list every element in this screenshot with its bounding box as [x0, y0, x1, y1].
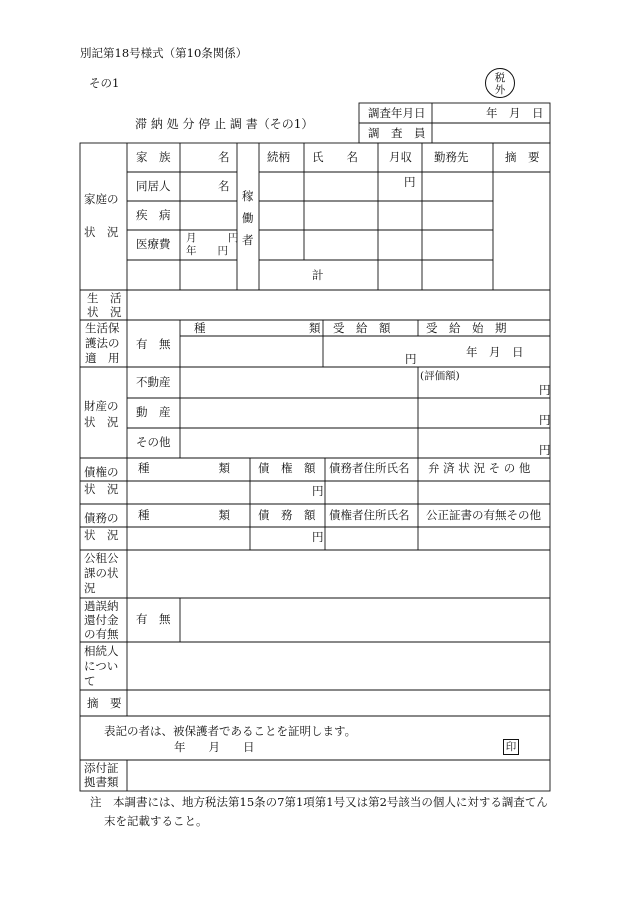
refund-label-3: の有無 — [84, 627, 119, 641]
person-name-header: 氏 名 — [312, 150, 358, 164]
worker-label: 稼働者 — [242, 189, 254, 247]
name-header: 名 — [218, 150, 230, 164]
heir-label-2: につい — [84, 659, 119, 673]
survey-date-label: 調査年月日 — [368, 106, 426, 120]
debts-status-header: 公正証書の有無その他 — [426, 508, 541, 522]
medical-month: 月 円 — [186, 232, 239, 244]
claims-amount-header: 債 権 額 — [258, 461, 316, 475]
claims-status-header: 弁 済 状 況 そ の 他 — [428, 461, 531, 475]
welfare-label-2: 護法の — [85, 336, 120, 350]
attachments-label-2: 拠書類 — [84, 775, 119, 789]
household-header: 家 族 — [136, 150, 171, 164]
cohabitant-label: 同居人 — [136, 179, 171, 193]
debts-amount-header: 債 務 額 — [258, 508, 316, 522]
family-label-2: 状 況 — [84, 225, 119, 239]
survey-date-value: 年 月 日 — [486, 106, 544, 120]
cohabitant-name-label: 名 — [218, 179, 230, 193]
other-yen: 円 — [539, 443, 551, 457]
family-label: 家庭の — [84, 192, 119, 206]
welfare-yes-no: 有 無 — [136, 337, 171, 351]
investigator-label: 調 査 員 — [368, 126, 426, 140]
seal-mark: 印 — [503, 739, 519, 755]
medical-label: 医療費 — [136, 237, 171, 251]
attachments-label: 添付証 — [84, 761, 119, 775]
income-header: 月収 — [389, 150, 412, 164]
stamp-text: 税外 — [494, 72, 506, 96]
footnote-line-1: 注 本調書には、地方税法第15条の7第1項第1号又は第2号該当の個人に対する調査てん — [90, 795, 548, 809]
other-assets-label: その他 — [136, 435, 171, 449]
heir-label-3: て — [84, 674, 96, 688]
tax-exempt-stamp — [485, 68, 515, 98]
claims-label-2: 状 況 — [84, 482, 119, 496]
footnote-line-2: 末を記載すること。 — [104, 814, 208, 828]
refund-label-2: 還付金 — [84, 613, 119, 627]
welfare-start-date: 年 月 日 — [466, 345, 524, 359]
living-label-2: 状 況 — [87, 305, 122, 319]
claims-yen: 円 — [312, 484, 324, 498]
real-estate-label: 不動産 — [136, 375, 171, 389]
welfare-yen: 円 — [405, 352, 417, 366]
living-label: 生 活 — [87, 291, 122, 305]
debts-type-header: 種 類 — [138, 508, 230, 522]
claims-type-header: 種 類 — [138, 461, 230, 475]
welfare-start-header: 受 給 始 期 — [426, 321, 507, 335]
claims-label: 債権の — [84, 465, 119, 479]
form-reference: 別記第18号様式（第10条関係） — [80, 46, 248, 60]
public-dues-label-3: 況 — [84, 581, 96, 595]
public-dues-label-2: 課の状 — [84, 566, 119, 580]
assets-label-2: 状 況 — [84, 415, 119, 429]
refund-label: 過誤納 — [84, 599, 119, 613]
claims-debtor-header: 債務者住所氏名 — [329, 461, 410, 475]
certify-text: 表記の者は、被保護者であることを証明します。 — [104, 724, 357, 738]
public-dues-label: 公租公 — [84, 551, 119, 565]
movables-yen: 円 — [539, 413, 551, 427]
part-label: その1 — [89, 76, 120, 90]
income-yen: 円 — [404, 175, 416, 189]
relation-header: 続柄 — [267, 150, 290, 164]
summary-label: 摘 要 — [87, 696, 122, 710]
welfare-label: 生活保 — [85, 321, 120, 335]
debts-yen: 円 — [312, 530, 324, 544]
welfare-amount-header: 受 給 額 — [333, 321, 391, 335]
assets-label: 財産の — [84, 399, 119, 413]
real-estate-yen: 円 — [539, 383, 551, 397]
total-label: 計 — [312, 268, 324, 282]
certify-date: 年 月 日 — [174, 740, 255, 754]
welfare-label-3: 適 用 — [85, 351, 120, 365]
workplace-header: 勤務先 — [434, 150, 469, 164]
medical-year: 年 円 — [186, 245, 228, 257]
welfare-type-header: 種 類 — [194, 321, 321, 335]
debts-label: 債務の — [84, 511, 119, 525]
notes-header: 摘 要 — [505, 150, 540, 164]
form-title: 滞 納 処 分 停 止 調 書（その1） — [135, 117, 314, 131]
movables-label: 動 産 — [136, 405, 171, 419]
valuation-label: (評価額) — [420, 370, 460, 382]
debts-label-2: 状 況 — [84, 528, 119, 542]
debts-creditor-header: 債権者住所氏名 — [329, 508, 410, 522]
heir-label: 相続人 — [84, 644, 119, 658]
illness-label: 疾 病 — [136, 208, 171, 222]
refund-yes-no: 有 無 — [136, 612, 171, 626]
